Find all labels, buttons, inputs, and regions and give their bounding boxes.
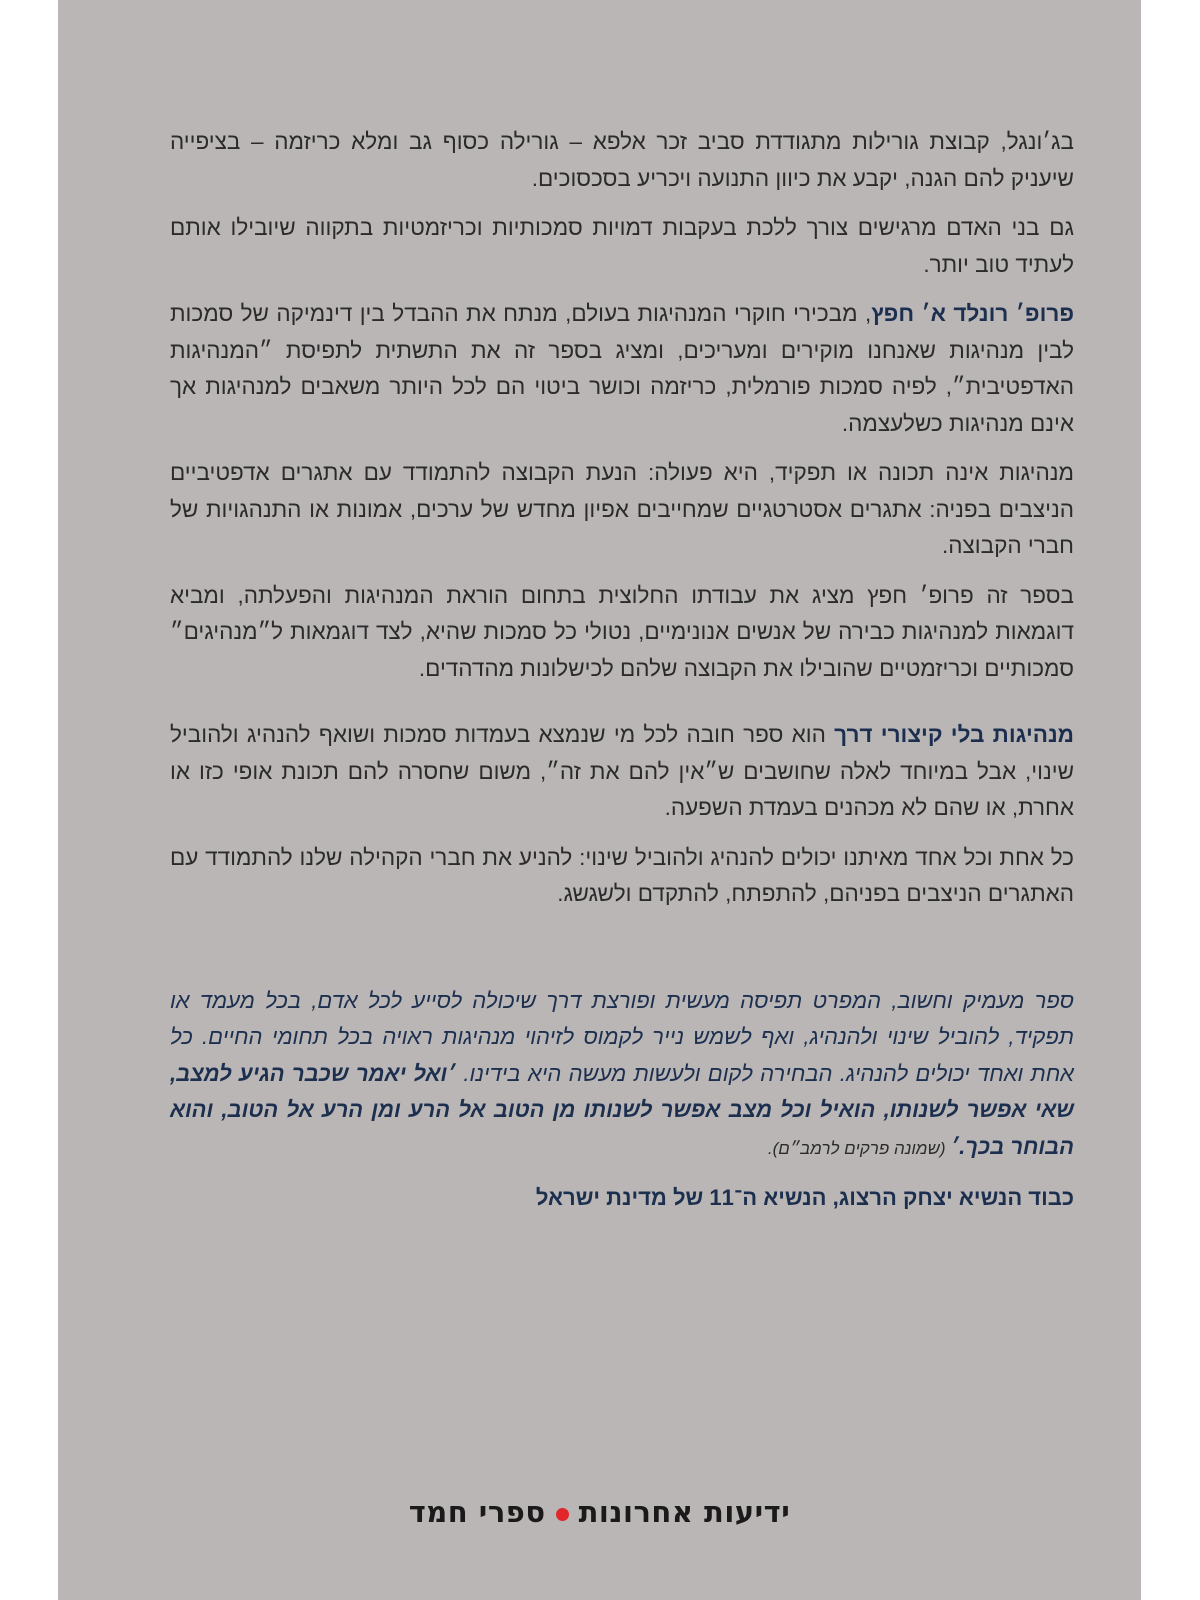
publisher-yedioth: ידיעות אחרונות xyxy=(578,1495,791,1529)
paragraph-humans: גם בני האדם מרגישים צורך ללכת בעקבות דמויות סמכותיות וכריזמטיות בתקווה שיובילו אותם לעתיד טוב יותר. xyxy=(170,215,1074,277)
paragraph-everyone: כל אחת וכל אחד מאיתנו יכולים להנהיג ולהוביל שינוי: להניע את חברי הקהילה שלנו להתמודד עם האתגרים הניצבים בפניהם, להתפתח, להתקדם ולשגשג. xyxy=(170,844,1074,906)
endorsement-signature: כבוד הנשיא יצחק הרצוג, הנשיא ה־11 של מדינת ישראל xyxy=(535,1185,1074,1210)
paragraph-gorillas: בג׳ונגל, קבוצת גורילות מתגודדת סביב זכר אלפא – גורילה כסוף גב ומלא כריזמה – בציפייה שיעניק להם הגנה, יקבע את כיוון התנועה ויכריע בסכסוכים. xyxy=(170,129,1074,191)
paragraph-book-content: בספר זה פרופ׳ חפץ מציג את עבודתו החלוצית בתחום הוראת המנהיגות והפעלתה, ומביא דוגמאות למנהיגות כבירה של אנשים אנונימיים, נטולי כל סמכות שהיא, לצד דוגמאות ל״מנהיגים״ סמכותיים וכריזמטיים שהובילו את הקבוצה שלהם לכישלונות מהדהדים. xyxy=(170,582,1074,681)
quote-source: (שמונה פרקים לרמב״ם). xyxy=(767,1138,951,1158)
back-cover xyxy=(58,0,1141,1600)
rambam-quote: ׳ואל יאמר שכבר הגיע למצב, שאי אפשר לשנותו, הואיל וכל מצב אפשר לשנותו מן הטוב אל הרע ומן הרע אל הטוב, והוא הבוחר בכך.׳ xyxy=(170,1060,1074,1159)
author-description: , מבכירי חוקרי המנהיגות בעולם, מנתח את ההבדל בין דינמיקה של סמכות לבין מנהיגות שאנחנו מוקירים ומעריכים, ומציג בספר זה את התשתית לתפיסת ״המנהיגות האדפטיבית״, לפיה סמכות פורמלית, כריזמה וכושר ביטוי הם לכל היותר משאבים למנהיגות אך אינם מנהיגות כשלעצמה. xyxy=(170,301,1074,436)
blurb-text xyxy=(170,124,1074,1230)
paragraph-book-title xyxy=(170,717,1074,827)
red-dot-icon xyxy=(556,1508,569,1521)
author-name: פרופ׳ רונלד א׳ חפץ xyxy=(871,301,1074,326)
book-title: מנהיגות בלי קיצורי דרך xyxy=(834,722,1074,747)
book-title-description: הוא ספר חובה לכל מי שנמצא בעמדות סמכות ושואף להנהיג ולהוביל שינוי, אבל במיוחד לאלה שחושבים ש״אין להם את זה״, משום שחסרה להם תכונת אופי כזו או אחרת, או שהם לא מכהנים בעמדת השפעה. xyxy=(170,722,1074,820)
paragraph-author xyxy=(170,296,1074,442)
publisher-hemed: ספרי חמד xyxy=(408,1495,546,1529)
publisher-logo xyxy=(58,1495,1141,1529)
paragraph-leadership-definition: מנהיגות אינה תכונה או תפקיד, היא פעולה: הנעת הקבוצה להתמודד עם אתגרים אדפטיביים הניצבים בפניה: אתגרים אסטרטגיים שמחייבים אפיון מחדש של ערכים, אמונות או התנהגויות של חברי הקבוצה. xyxy=(170,460,1074,558)
endorsement-quote xyxy=(170,983,1074,1168)
endorsement-text: ספר מעמיק וחשוב, המפרט תפיסה מעשית ופורצת דרך שיכולה לסייע לכל אדם, בכל מעמד או תפקיד, להוביל שינוי ולהנהיג, ואף לשמש נייר לקמוס לזיהוי מנהיגות ראויה בכל תחומי החיים. כל אחת ואחד יכולים להנהיג. הבחירה לקום ולעשות מעשה היא בידינו. xyxy=(170,987,1075,1086)
